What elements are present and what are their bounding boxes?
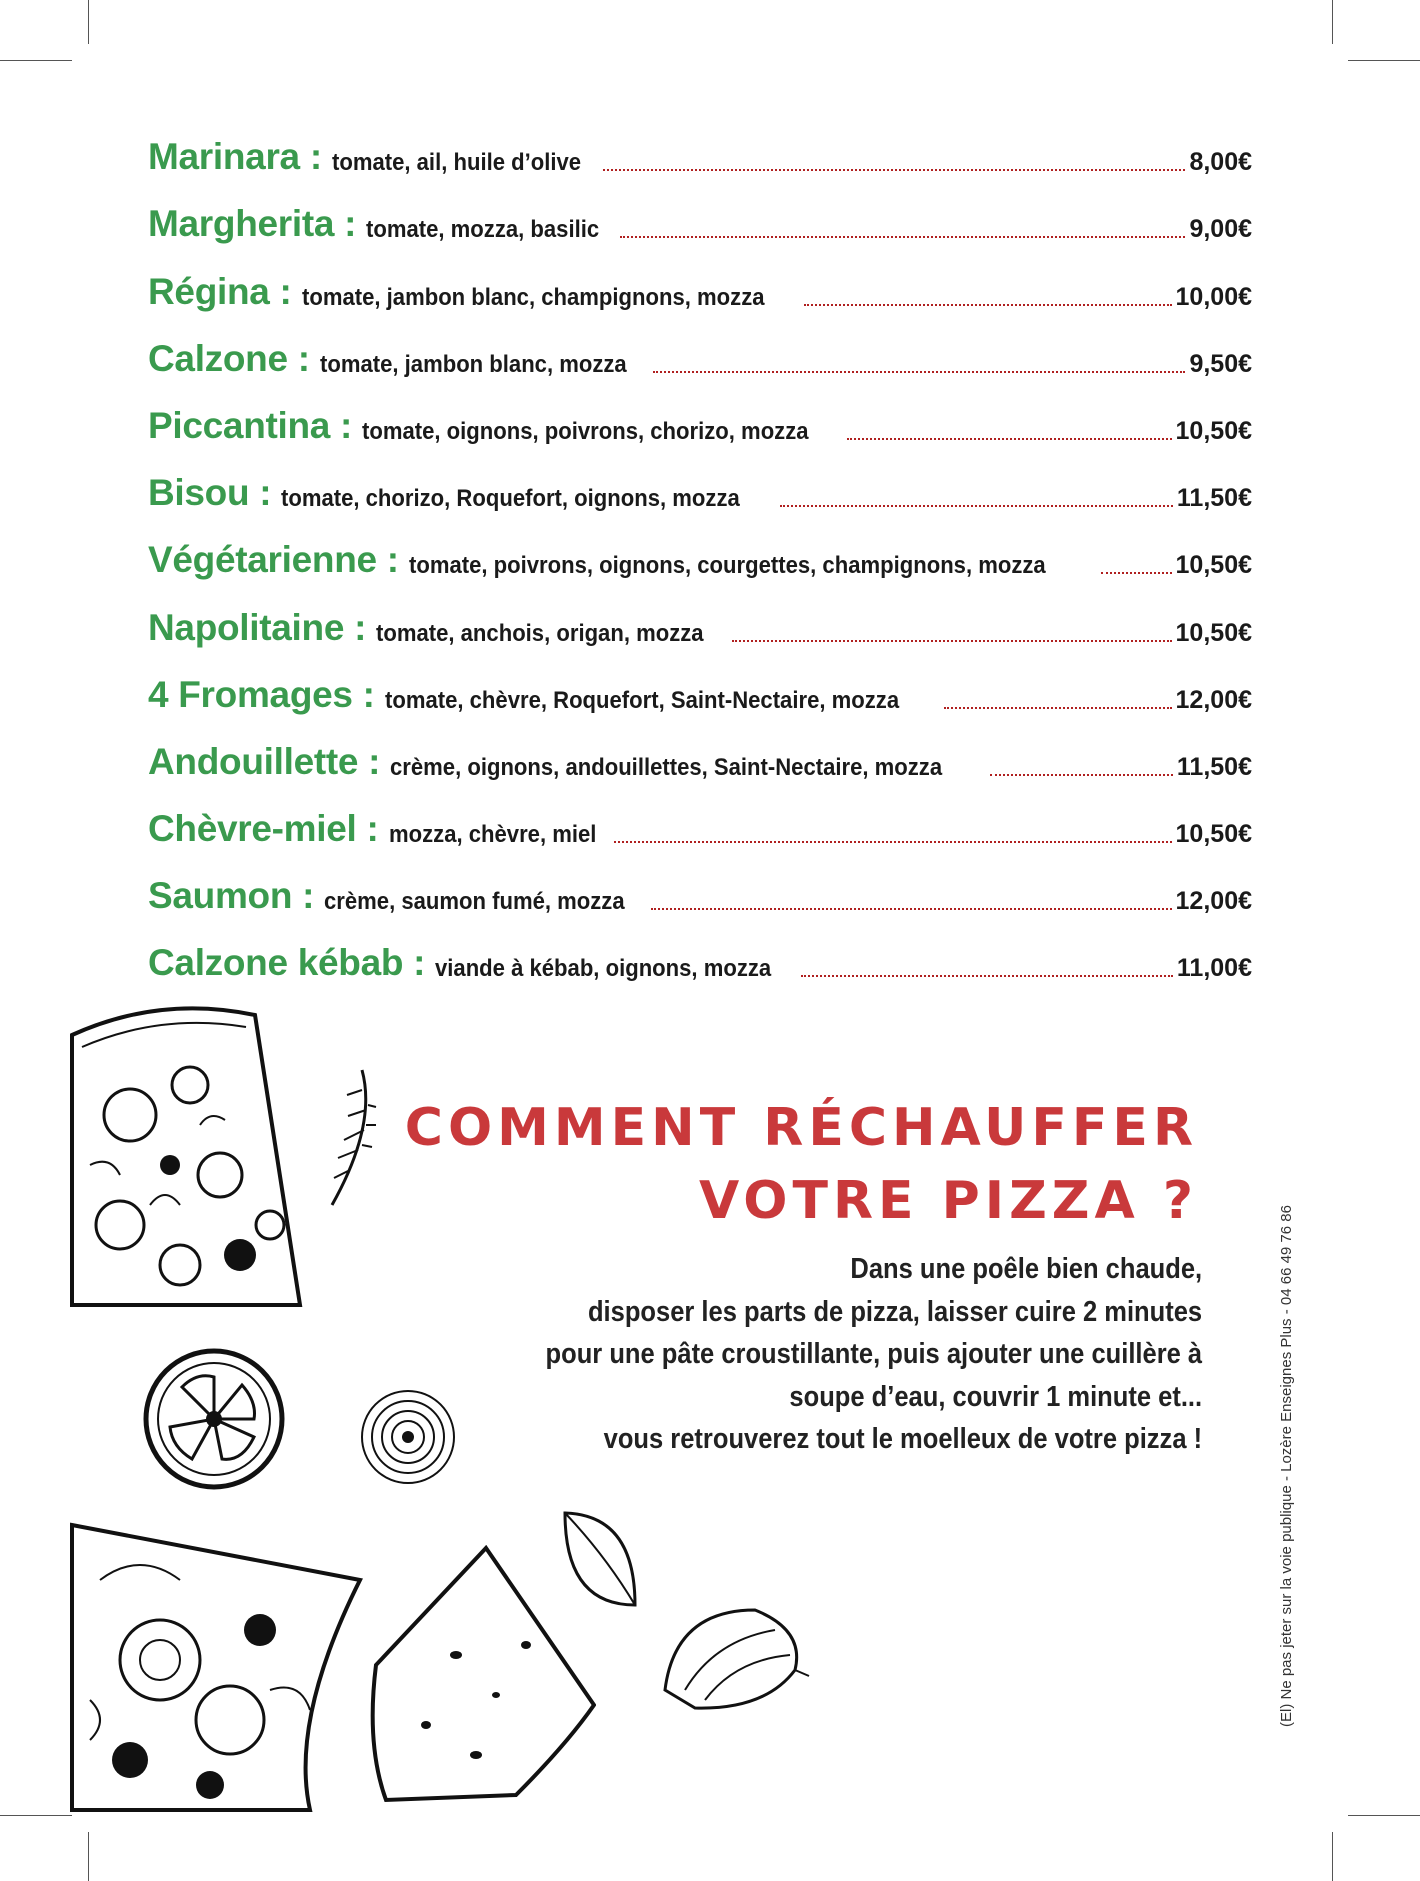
onion-illustration [655, 1590, 810, 1715]
menu-item [148, 792, 1252, 859]
pizza-name: Chèvre-miel : [148, 808, 379, 850]
instruction-line: pour une pâte croustillante, puis ajouter une cuillère à [545, 1338, 1202, 1370]
pizza-price: 9,50€ [1189, 349, 1252, 378]
crop-mark [0, 1815, 72, 1816]
pizza-menu [148, 120, 1252, 993]
dot-leader [651, 908, 1172, 910]
menu-item [148, 322, 1252, 389]
arugula-leaf-illustration [322, 1065, 382, 1215]
legal-notice: (El) Ne pas jeter sur la voie publique - Lozère Enseignes Plus - 04 66 49 76 86 [1278, 1205, 1295, 1727]
menu-item [148, 254, 1252, 321]
dot-leader [780, 505, 1173, 507]
pizza-price: 11,00€ [1176, 954, 1252, 983]
pizza-price: 9,00€ [1189, 215, 1252, 244]
pizza-name: Végétarienne : [148, 539, 399, 581]
pizza-ingredients: tomate, ail, huile d’olive [331, 149, 581, 177]
pizza-ingredients: tomate, chèvre, Roquefort, Saint-Nectaire, mozza [384, 686, 899, 714]
pizza-ingredients: tomate, jambon blanc, mozza [319, 350, 627, 378]
menu-item [148, 658, 1252, 725]
pizza-price: 10,50€ [1175, 416, 1252, 445]
pizza-name: Bisou : [148, 472, 272, 514]
dot-leader [990, 774, 1173, 776]
pizza-price: 8,00€ [1189, 148, 1252, 177]
pizza-name: Margherita : [148, 203, 357, 245]
menu-item [148, 389, 1252, 456]
instruction-line: Dans une poêle bien chaude, [850, 1253, 1202, 1285]
pizza-price: 10,50€ [1175, 618, 1252, 647]
pizza-name: Marinara : [148, 136, 322, 178]
pizza-name: Piccantina : [148, 404, 353, 446]
pizza-name: 4 Fromages : [148, 673, 375, 715]
menu-item [148, 523, 1252, 590]
crop-mark [88, 1832, 89, 1881]
onion-ring-illustration [358, 1387, 458, 1487]
pizza-name: Régina : [148, 270, 292, 312]
pizza-ingredients: mozza, chèvre, miel [388, 821, 596, 849]
pizza-slice-illustration [70, 1005, 310, 1310]
instruction-line: vous retrouverez tout le moelleux de votre pizza ! [603, 1423, 1202, 1455]
crop-mark [1348, 60, 1420, 61]
pizza-ingredients: crème, oignons, andouillettes, Saint-Nectaire, mozza [390, 753, 943, 781]
heading-line: VOTRE PIZZA ? [698, 1170, 1198, 1231]
dot-leader [732, 640, 1171, 642]
dot-leader [1101, 572, 1172, 574]
menu-item [148, 926, 1252, 993]
pizza-price: 12,00€ [1175, 685, 1252, 714]
basil-leaf-illustration [555, 1505, 645, 1615]
pizza-name: Andouillette : [148, 740, 381, 782]
pizza-ingredients: tomate, jambon blanc, champignons, mozza [301, 283, 765, 311]
dot-leader [620, 236, 1186, 238]
pizza-ingredients: viande à kébab, oignons, mozza [435, 955, 772, 983]
crop-mark [0, 60, 72, 61]
menu-item [148, 590, 1252, 657]
pizza-price: 10,50€ [1175, 820, 1252, 849]
pizza-price: 11,50€ [1176, 484, 1252, 513]
pizza-price: 10,00€ [1175, 282, 1252, 311]
crop-mark [1332, 0, 1333, 44]
menu-item [148, 859, 1252, 926]
pizza-ingredients: tomate, chorizo, Roquefort, oignons, mozza [281, 485, 741, 513]
pizza-name: Saumon : [148, 875, 315, 917]
pizza-ingredients: tomate, oignons, poivrons, chorizo, mozza [362, 417, 809, 445]
tomato-slice-illustration [142, 1347, 286, 1491]
crop-mark [1332, 1832, 1333, 1881]
pizza-price: 11,50€ [1176, 752, 1252, 781]
dot-leader [847, 438, 1171, 440]
dot-leader [653, 371, 1185, 373]
crop-mark [88, 0, 89, 44]
crop-mark [1348, 1815, 1420, 1816]
reheat-heading [405, 1092, 1198, 1238]
pizza-ingredients: crème, saumon fumé, mozza [324, 888, 625, 916]
pizza-slice-illustration [70, 1520, 370, 1815]
pizza-price: 12,00€ [1175, 887, 1252, 916]
dot-leader [944, 707, 1172, 709]
pizza-ingredients: tomate, mozza, basilic [366, 216, 600, 244]
pizza-ingredients: tomate, poivrons, oignons, courgettes, champignons, mozza [408, 552, 1046, 580]
instruction-line: soupe d’eau, couvrir 1 minute et... [789, 1380, 1202, 1413]
dot-leader [614, 841, 1172, 843]
menu-item [148, 725, 1252, 792]
pizza-name: Calzone : [148, 337, 310, 379]
dot-leader [801, 975, 1173, 977]
menu-item [148, 187, 1252, 254]
reheat-instructions [456, 1248, 1202, 1461]
dot-leader [603, 169, 1186, 171]
pizza-price: 10,50€ [1175, 551, 1252, 580]
dot-leader [804, 304, 1171, 306]
menu-item [148, 120, 1252, 187]
pizza-name: Calzone kébab : [148, 942, 426, 984]
pizza-ingredients: tomate, anchois, origan, mozza [376, 619, 704, 647]
heading-line: COMMENT RÉCHAUFFER [404, 1098, 1198, 1158]
instruction-line: disposer les parts de pizza, laisser cuire 2 minutes [587, 1295, 1202, 1328]
menu-item [148, 456, 1252, 523]
pizza-name: Napolitaine : [148, 606, 367, 648]
